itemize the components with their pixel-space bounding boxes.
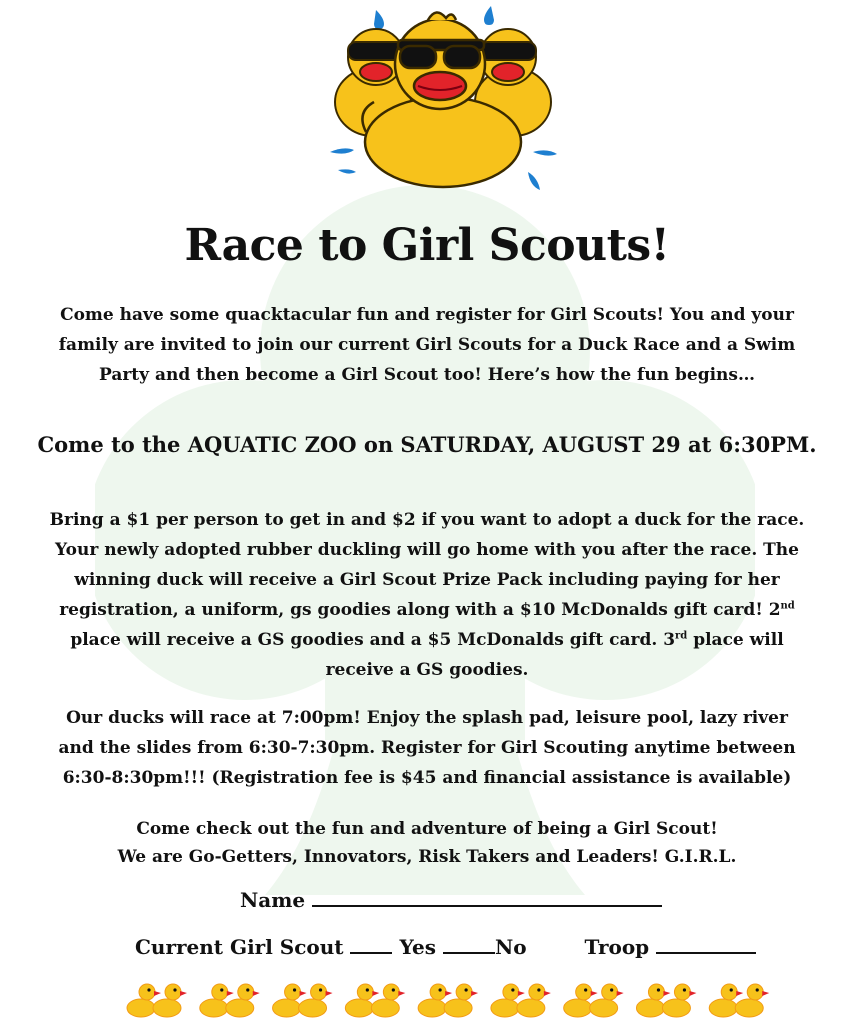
event-date-heading: Come to the AQUATIC ZOO on SATURDAY, AUGUST 29 at 6:30PM. bbox=[37, 432, 817, 457]
yes-blank[interactable] bbox=[350, 932, 392, 954]
intro-paragraph bbox=[0, 300, 854, 390]
details-line: Bring a $1 per person to get in and $2 if you want to adopt a duck for the race. bbox=[49, 510, 805, 530]
intro-line: Party and then become a Girl Scout too! Here’s how the fun begins… bbox=[99, 365, 755, 385]
rubber-duck-icon bbox=[662, 984, 696, 1017]
page-title: Race to Girl Scouts! bbox=[184, 220, 670, 271]
intro-line: family are invited to join our current Girl Scouts for a Duck Race and a Swim bbox=[58, 335, 796, 355]
closing-paragraph bbox=[0, 815, 854, 871]
name-label: Name bbox=[240, 888, 306, 912]
rubber-duck-icon bbox=[226, 984, 260, 1017]
rubber-duck-icon bbox=[590, 984, 624, 1017]
intro-line: Come have some quacktacular fun and register for Girl Scouts! You and your bbox=[60, 305, 794, 325]
troop-blank[interactable] bbox=[656, 932, 756, 954]
rubber-duck-icon bbox=[371, 984, 405, 1017]
details-text: registration, a uniform, gs goodies along with a $10 McDonalds gift card! 2 bbox=[59, 600, 781, 620]
race-line: Our ducks will race at 7:00pm! Enjoy the splash pad, leisure pool, lazy river bbox=[66, 708, 788, 728]
duck-trio-illustration bbox=[318, 2, 568, 194]
details-line: Your newly adopted rubber duckling will go home with you after the race. The bbox=[55, 540, 799, 560]
ordinal-suffix: rd bbox=[675, 630, 688, 642]
no-label: No bbox=[494, 935, 527, 959]
closing-line: We are Go-Getters, Innovators, Risk Takers and Leaders! G.I.R.L. bbox=[117, 847, 737, 867]
rubber-duck-icon bbox=[517, 984, 551, 1017]
ordinal-suffix: nd bbox=[780, 600, 795, 612]
details-text: place will receive a GS goodies and a $5 McDonalds gift card. 3 bbox=[70, 630, 676, 650]
yes-label: Yes bbox=[399, 935, 436, 959]
duck-border bbox=[125, 975, 780, 1020]
race-line: and the slides from 6:30-7:30pm. Register for Girl Scouting anytime between bbox=[58, 738, 796, 758]
closing-line: Come check out the fun and adventure of being a Girl Scout! bbox=[136, 819, 718, 839]
details-line bbox=[0, 595, 854, 625]
name-blank[interactable] bbox=[312, 885, 662, 907]
race-paragraph bbox=[0, 703, 854, 793]
rubber-duck-icon bbox=[444, 984, 478, 1017]
rubber-duck-icon bbox=[735, 984, 769, 1017]
race-line: 6:30-8:30pm!!! (Registration fee is $45 and financial assistance is available) bbox=[62, 768, 792, 788]
details-text: place will bbox=[687, 630, 784, 650]
details-line: winning duck will receive a Girl Scout Prize Pack including paying for her bbox=[74, 570, 780, 590]
details-line bbox=[0, 625, 854, 655]
details-paragraph bbox=[0, 505, 854, 685]
name-field-row bbox=[240, 885, 662, 912]
current-scout-label: Current Girl Scout bbox=[135, 935, 344, 959]
rubber-duck-icon bbox=[153, 984, 187, 1017]
current-scout-row bbox=[135, 932, 756, 959]
details-line: receive a GS goodies. bbox=[325, 660, 529, 680]
no-blank[interactable] bbox=[443, 932, 495, 954]
troop-label: Troop bbox=[584, 935, 650, 959]
rubber-duck-icon bbox=[299, 984, 333, 1017]
